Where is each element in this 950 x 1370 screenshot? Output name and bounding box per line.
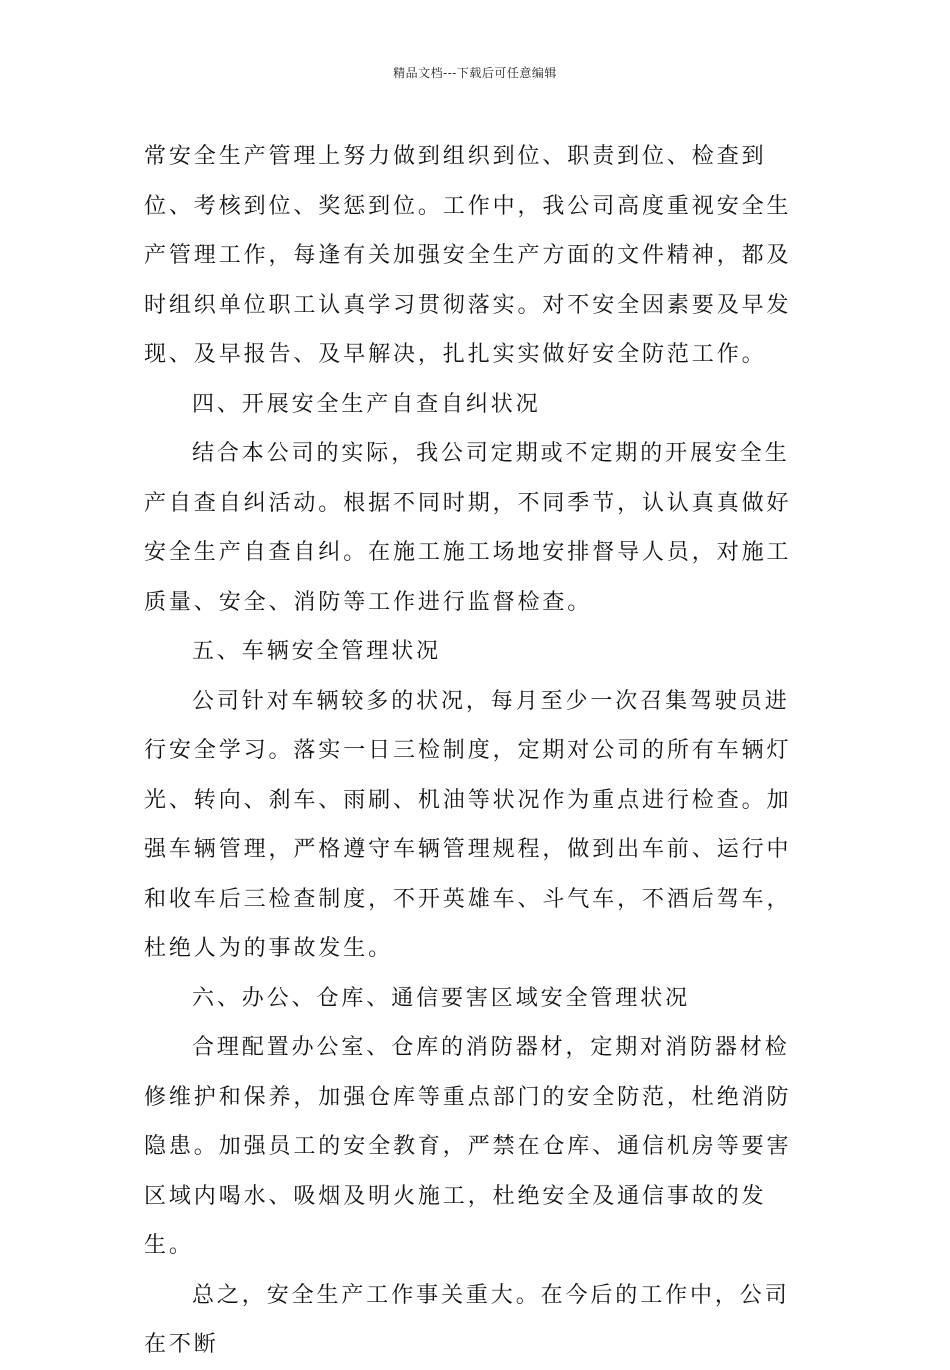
section-heading-6: 六、办公、仓库、通信要害区域安全管理状况 (192, 985, 691, 1011)
paragraph-continuation: 常安全生产管理上努力做到组织到位、职责到位、检查到位、考核到位、奖惩到位。工作中，我公司高度重视安全生产管理工作，每逢有关加强安全生产方面的文件精神，都及时组织单位职工认真学习贯彻落实。对不安全因素要及早发现、及早报告、及早解决，扎扎实实做好安全防范工作。 (144, 144, 792, 367)
paragraph: 总之，安全生产工作事关重大。在今后的工作中，公司在不断 (144, 1282, 790, 1357)
section-heading-4: 四、开展安全生产自查自纠状况 (192, 391, 541, 417)
paragraph: 结合本公司的实际，我公司定期或不定期的开展安全生产自查自纠活动。根据不同时期，不同季节，认认真真做好安全生产自查自纠。在施工施工场地安排督导人员，对施工质量、安全、消防等工作进行监督检查。 (144, 441, 792, 615)
page-header: 精品文档---下载后可任意编辑 (393, 66, 557, 80)
paragraph: 合理配置办公室、仓库的消防器材，定期对消防器材检修维护和保养，加强仓库等重点部门的安全防范，杜绝消防隐患。加强员工的安全教育，严禁在仓库、通信机房等要害区域内喝水、吸烟及明火施工，杜绝安全及通信事故的发生。 (144, 1035, 792, 1258)
section-heading-5: 五、车辆安全管理状况 (192, 639, 442, 664)
document-body (144, 132, 806, 1370)
paragraph: 公司针对车辆较多的状况，每月至少一次召集驾驶员进行安全学习。落实一日三检制度，定期对公司的所有车辆灯光、转向、刹车、雨刷、机油等状况作为重点进行检查。加强车辆管理，严格遵守车辆管理规程，做到出车前、运行中和收车后三检查制度，不开英雄车、斗气车，不酒后驾车，杜绝人为的事故发生。 (144, 688, 792, 961)
